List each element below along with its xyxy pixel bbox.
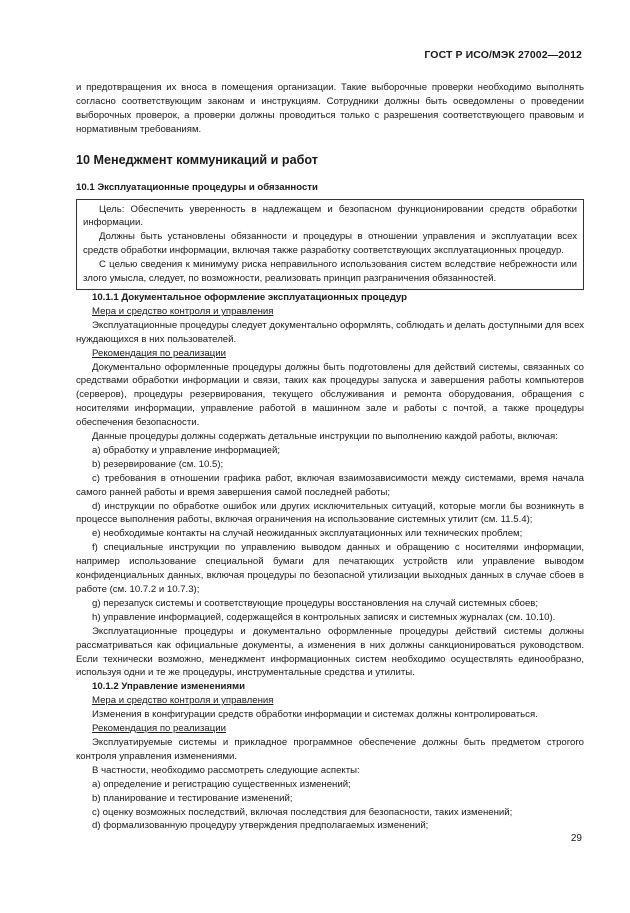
- goal-paragraph: С целью сведения к минимуму риска неправильного использования систем вследствие небрежности или злого умысла, следует, по возможности, реализовать принцип разграничения обязанностей.: [83, 259, 577, 285]
- list-item: a) определение и регистрацию существенных изменений;: [92, 778, 351, 790]
- list-intro: В частности, необходимо рассмотреть следующие аспекты:: [92, 764, 360, 776]
- list-item: c) оценку возможных последствий, включая последствия для безопасности, таких изменений;: [92, 806, 513, 818]
- list-item: h) управление информацией, содержащейся в контрольных записях и системных журналах (см. 10.10).: [92, 611, 556, 623]
- list-item: d) инструкции по обработке ошибок или других исключительных ситуаций, которые могли бы возникнуть в процессе выполнения работы, включая ограничения на использование системных утилит (см. 11.5.4);: [76, 500, 584, 526]
- goal-paragraph: Цель: Обеспечить уверенность в надлежащем и безопасном функционировании средств обработки информации.: [83, 203, 577, 229]
- control-label: Мера и средство контроля и управления: [92, 695, 274, 707]
- control-text: Эксплуатационные процедуры следует документально оформлять, соблюдать и делать доступными для всех нуждающихся в них пользователей.: [76, 319, 584, 345]
- goal-box: [76, 199, 584, 290]
- goal-paragraph: Должны быть установлены обязанности и процедуры в отношении управления и эксплуатации всех средств обработки информации, включая также разработку соответствующих эксплуатационных процедур.: [83, 231, 577, 257]
- clause-title-10-1-1: 10.1.1 Документальное оформление эксплуатационных процедур: [92, 291, 408, 303]
- page-content: [76, 81, 584, 833]
- list-item: g) перезапуск системы и соответствующие процедуры восстановления на случай системных сбоев;: [92, 597, 539, 609]
- list-item: a) обработку и управление информацией;: [92, 444, 281, 456]
- list-item: d) формализованную процедуру утверждения предполагаемых изменений;: [92, 820, 429, 832]
- intro-paragraph: и предотвращения их вноса в помещения организации. Такие выборочные проверки необходимо выполнять согласно соответствующим законам и инструкциям. Сотрудники должны быть осведомлены о проведении выборочных проверок, а проверки должны проводиться только с разрешения соответствующего правовым и нормативным требованиям.: [76, 82, 584, 135]
- guidance-label: Рекомендация по реализации: [92, 723, 226, 735]
- list-item: f) специальные инструкции по управлению выводом данных и обращению с носителями информации, например использование специальной бумаги для печатающих устройств или управление выводом конфиденциальных данных, включая процедуры по безопасной утилизации выходных данных в случае сбоев в работе (см. 10.7.2 и 10.7.3);: [76, 542, 584, 595]
- control-text: Изменения в конфигурации средств обработки информации и системах должны контролироваться.: [92, 709, 538, 721]
- list-item: e) необходимые контакты на случай неожиданных эксплуатационных или технических проблем;: [92, 528, 523, 540]
- guidance-text: Эксплуатируемые системы и прикладное программное обеспечение должны быть предметом строгого контроля управления изменениями.: [76, 736, 584, 762]
- guidance-label: Рекомендация по реализации: [92, 347, 226, 359]
- list-intro: Данные процедуры должны содержать детальные инструкции по выполнению каждой работы, включая:: [92, 431, 558, 443]
- list-item: b) резервирование (см. 10.5);: [92, 458, 224, 470]
- control-label: Мера и средство контроля и управления: [92, 305, 274, 317]
- clause-title-10-1-2: 10.1.2 Управление изменениями: [92, 681, 245, 693]
- subsection-title: 10.1 Эксплуатационные процедуры и обязанности: [76, 181, 318, 193]
- list-item: b) планирование и тестирование изменений;: [92, 792, 293, 804]
- closing-paragraph: Эксплуатационные процедуры и документально оформленные процедуры действий системы должны рассматриваться как официальные документы, а изменения в них должны санкционироваться руководством. Если технически возможно, менеджмент информационных систем необходимо осуществлять единообразно, используя одни и те же процедуры, инструментальные средства и утилиты.: [76, 625, 584, 679]
- guidance-text: Документально оформленные процедуры должны быть подготовлены для действий системы, связанных со средствами обработки информации и связи, таких как процедуры запуска и завершения работы компьютеров (серверов), процедуры резервирования, текущего обслуживания и ремонта оборудования, обращения с носителями информации, управление работой в машинном зале и работы с почтой, а также процедуры обеспечения безопасности.: [76, 361, 584, 429]
- section-title: 10 Менеджмент коммуникаций и работ: [76, 152, 318, 167]
- standard-header: ГОСТ Р ИСО/МЭК 27002—2012: [424, 49, 582, 61]
- list-item: c) требования в отношении графика работ, включая взаимозависимости между системами, время начала самого ранней работы и время завершения самой последней работы;: [76, 472, 584, 498]
- page-number: 29: [570, 833, 582, 844]
